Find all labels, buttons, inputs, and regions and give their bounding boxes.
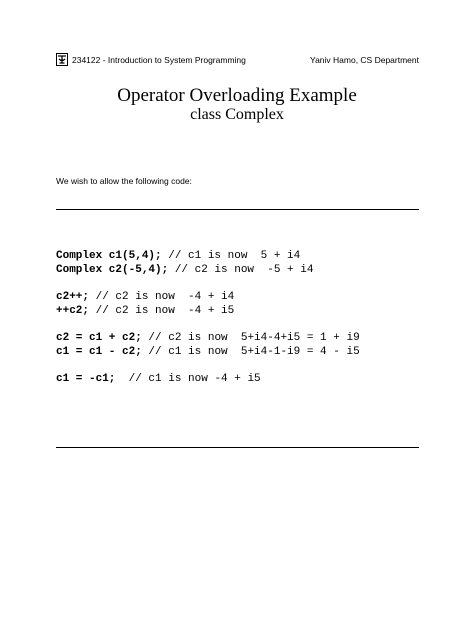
code-comment: // c1 is now 5+i4-1-i9 = 4 - i5 [141,346,360,358]
page-header [56,52,419,70]
code-line [56,345,360,359]
technion-logo-icon [56,53,68,66]
code-comment: // c2 is now -4 + i4 [89,291,235,303]
code-statement: c1 = c1 - c2; [56,346,142,358]
code-statement: ++c2; [56,305,90,317]
course-name: 234122 - Introduction to System Programming [72,55,246,65]
intro-text: We wish to allow the following code: [56,176,192,186]
code-line [56,304,360,318]
bottom-divider [56,447,419,448]
top-divider [56,209,419,210]
code-statement: c1 = -c1; [56,373,116,385]
page-subtitle: class Complex [190,106,284,123]
code-comment: // c1 is now -4 + i5 [115,373,261,385]
page-title: Operator Overloading Example [117,85,357,106]
code-comment: // c2 is now -4 + i5 [89,305,235,317]
code-statement: Complex c2(-5,4); [56,264,169,276]
code-line [56,331,360,345]
code-statement: c2 = c1 + c2; [56,332,142,344]
code-line [56,372,360,386]
author-department: Yaniv Hamo, CS Department [310,55,419,65]
code-line [56,249,360,263]
code-statement: c2++; [56,291,90,303]
code-statement: Complex c1(5,4); [56,250,162,262]
code-comment: // c2 is now 5+i4-4+i5 = 1 + i9 [141,332,360,344]
code-comment: // c1 is now 5 + i4 [161,250,301,262]
code-line [56,263,360,277]
code-comment: // c2 is now -5 + i4 [168,264,314,276]
code-block [56,249,360,386]
code-line [56,290,360,304]
